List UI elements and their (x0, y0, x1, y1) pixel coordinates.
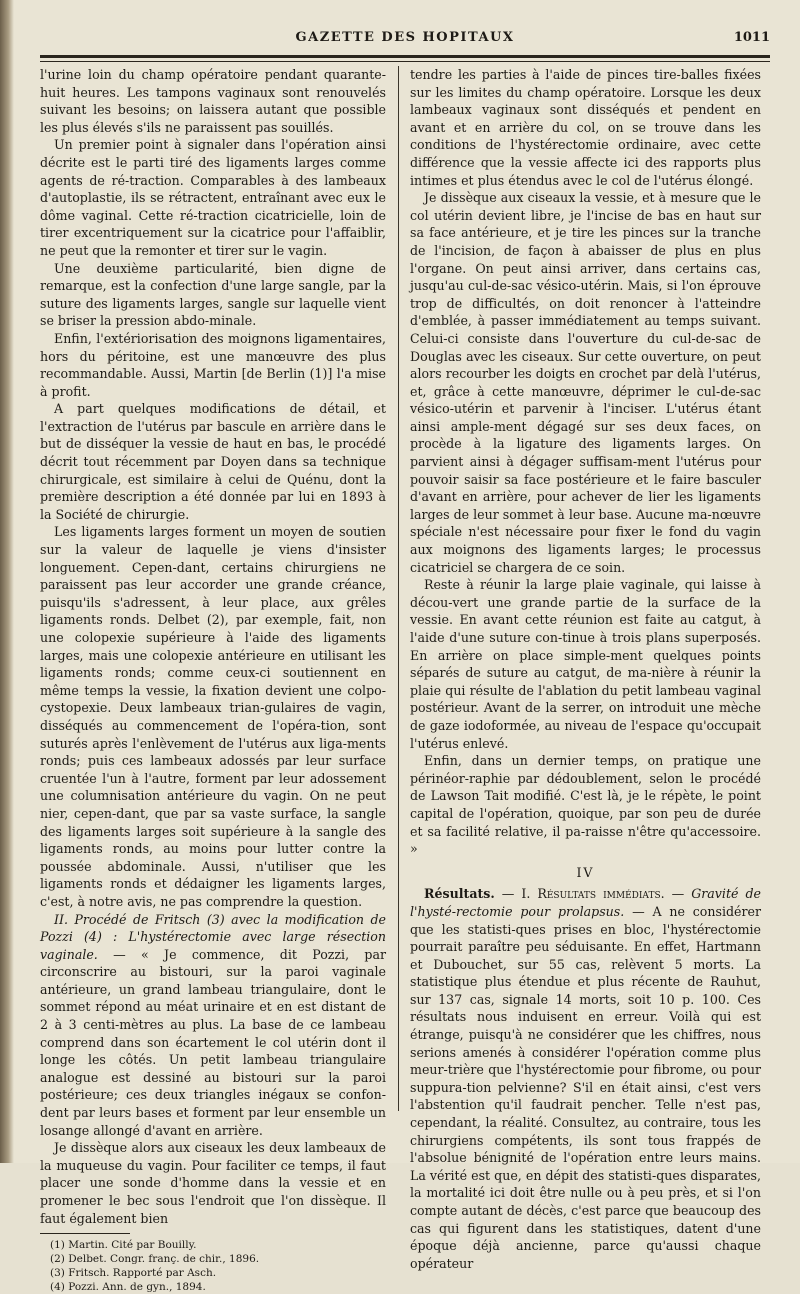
footnote: (1) Martin. Cité par Bouilly. (50, 1239, 197, 1252)
results-subheading: — I. Résultats immédiats. — (494, 886, 692, 902)
column-divider (398, 66, 399, 1111)
right-column (410, 66, 761, 1272)
paragraph: Enfin, dans un dernier temps, on pratique une périnéor-raphie par dédoublement, selon le procédé de Lawson Tait modifié. C'est là, je le répète, le point capital de l'opération, quoique, par son peu de durée et sa facilité relative, il pa-raisse n'être qu'accessoire. » (410, 753, 761, 857)
results-paragraph (410, 885, 761, 1272)
paragraph: tendre les parties à l'aide de pinces tire-balles fixées sur les limites du champ opératoire. Lorsque les deux lambeaux vaginaux sont disséqués et pendent en avant et en arrière du col, on se trouve dans les conditions de l'hystérectomie ordinaire, avec cette différence que la vessie affecte ici des rapports plus intimes et plus étendus avec le col de l'utérus élongé. (410, 67, 761, 188)
paragraph: l'urine loin du champ opératoire pendant quarante-huit heures. Les tampons vaginaux sont renouvelés suivant les besoins; on laissera autant que possible les plus élevés s'ils ne paraissent pas souillés. (40, 67, 386, 135)
footnote: (3) Fritsch. Rapporté par Asch. (50, 1267, 217, 1280)
header-rule-thin (40, 61, 770, 62)
journal-title: GAZETTE DES HOPITAUX (295, 30, 515, 45)
page-header (40, 30, 770, 50)
section-number: IV (576, 864, 595, 880)
page-number: 1011 (733, 30, 770, 45)
paragraph: Je dissèque alors aux ciseaux les deux lambeaux de la muqueuse du vagin. Pour faciliter ce temps, il faut placer une sonde d'homme dans la vessie et en promener le bec sous l'endroit que l'on dissèque. Il faut également bien (40, 1140, 386, 1226)
paragraph: Les ligaments larges forment un moyen de soutien sur la valeur de laquelle je viens d'insister longuement. Cepen-dant, certains chirurgiens ne paraissent pas leur accorder une grande créance, puisqu'ils s'adressent, à leur place, aux grêles ligaments ronds. Delbet (2), par exemple, fait, non une colopexie supérieure à l'aide des ligaments larges, mais une colopexie antérieure en utilisant les ligaments ronds; comme ceux-ci soutiennent en même temps la vessie, la fixation devient une colpo-cystopexie. Deux lambeaux trian-gulaires de vagin, disséqués au commencement de l'opéra-tion, sont suturés après l'enlèvement de l'utérus aux liga-ments ronds; puis ces lambeaux adossés par leur surface cruentée l'un à l'autre, forment par leur adossement une columnisation antérieure du vagin. On ne peut nier, cepen-dant, que par sa vaste surface, la sangle des ligaments larges soit supérieure à la sangle des ligaments ronds, au moins pour lutter contre la poussée abdominale. Aussi, n'utiliser que les ligaments ronds et dédaigner les ligaments larges, c'est, à notre avis, ne pas comprendre la question. (40, 524, 386, 909)
results-text: — A ne considérer que les statisti-ques prises en bloc, l'hystérectomie pourrait paraître peu séduisante. En effet, Hartmann et Dubouchet, sur 55 cas, relèvent 5 morts. La statistique plus étendue et plus récente de Rauhut, sur 137 cas, signale 14 morts, soit 10 p. 100. Ces résultats nous induisent en erreur. Voilà qui est étrange, puisqu'à ne considérer que les chiffres, nous serions amenés à considérer l'opération comme plus meur-trière que l'hystérectomie pour fibrome, ou pour suppura-tion pelvienne? S'il en était ainsi, c'est vers l'abstention qu'il faudrait pencher. Telle n'est pas, cependant, la réalité. Consultez, au contraire, tous les chirurgiens compétents, ils sont tous frappés de l'absolue bénignité de l'opération entre leurs mains. La vérité est que, en dépit des statisti-ques disparates, la mortalité ici doit être nulle ou à peu près, et si l'on compte autant de décès, c'est parce que beaucoup des cas qui figurent dans les statistiques, datent d'une époque déjà ancienne, parce qu'aussi chaque opérateur (410, 903, 761, 1271)
page-binding (0, 0, 14, 1163)
footnote: (4) Pozzi. Ann. de gyn., 1894. (50, 1281, 206, 1294)
footnotes (40, 1238, 386, 1294)
footnote: (2) Delbet. Congr. franç. de chir., 1896. (50, 1253, 260, 1266)
paragraph: Je dissèque aux ciseaux la vessie, et à mesure que le col utérin devient libre, je l'incise de bas en haut sur sa face antérieure, et je tire les pinces sur la tranche de l'incision, de façon à abaisser de plus en plus l'organe. On peut ainsi arriver, dans certains cas, jusqu'au cul-de-sac vésico-utérin. Mais, si l'on éprouve trop de difficultés, on doit renoncer à l'atteindre d'emblée, à passer immédiatement au temps suivant. Celui-ci consiste dans l'ouverture du cul-de-sac de Douglas avec les ciseaux. Sur cette ouverture, on peut alors recourber les doigts en crochet par delà l'utérus, et, grâce à cette manœuvre, déprimer le cul-de-sac vésico-utérin et parvenir à l'inciser. L'utérus étant ainsi ample-ment dégagé sur ses deux faces, on procède à la ligature des ligaments larges. On parvient ainsi à dégager suffisam-ment l'utérus pour pouvoir saisir sa face postérieure et le faire basculer d'avant en arrière, pour achever de lier les ligaments larges de leur sommet à leur base. Aucune ma-nœuvre spéciale n'est nécessaire pour fixer le fond du vagin aux moignons des ligaments larges; le processus cicatriciel se chargera de ce soin. (410, 190, 761, 575)
paragraph: A part quelques modifications de détail, et l'extraction de l'utérus par bascule en arrière dans le but de disséquer la vessie de haut en bas, le procédé décrit tout récemment par Doyen dans sa technique chirurgicale, est similaire à celui de Quénu, dont la première description a été donnée par lui en 1893 à la Société de chirurgie. (40, 401, 386, 522)
procedure-text: — « Je commence, dit Pozzi, par circonscrire au bistouri, sur la paroi vaginale antérieure, un grand lambeau triangulaire, dont le sommet répond au méat urinaire et en est distant de 2 à 3 centi-mètres au plus. La base de ce lambeau comprend dans son écartement le col utérin dont il longe les côtés. Un petit lambeau triangulaire analogue est dessiné au bistouri sur la paroi postérieure; ces deux triangles inégaux se confon-dent par leurs bases et forment par leur ensemble un losange allongé d'avant en arrière. (40, 946, 386, 1138)
procedure-paragraph (40, 911, 386, 1140)
results-subtitle: Gravité de l'hysté-rectomie pour prolapsus. (410, 886, 761, 919)
results-heading: Résultats. (424, 886, 495, 902)
header-rule-thick (40, 55, 770, 58)
paragraph: Un premier point à signaler dans l'opération ainsi décrite est le parti tiré des ligaments larges comme agents de ré-traction. Comparables à des lambeaux d'autoplastie, ils se rétractent, entraînant avec eux le dôme vaginal. Cette ré-traction cicatricielle, loin de tirer excentriquement sur la cicatrice pour l'affaiblir, ne peut que la remonter et tirer sur le vagin. (40, 137, 386, 258)
left-column (40, 66, 386, 1294)
footnote-rule (40, 1233, 130, 1234)
paragraph: Une deuxième particularité, bien digne de remarque, est la confection d'une large sangle, par la suture des ligaments larges, sangle sur laquelle vient se briser la pression abdo-minale. (40, 260, 386, 329)
paragraph: Enfin, l'extériorisation des moignons ligamentaires, hors du péritoine, est une manœuvre des plus recommandable. Aussi, Martin [de Berlin (1)] l'a mise à profit. (40, 330, 386, 399)
procedure-title: II. Procédé de Fritsch (3) avec la modification de Pozzi (4) : L'hystérectomie avec large résection vaginale. (40, 911, 386, 962)
paragraph: Reste à réunir la large plaie vaginale, qui laisse à décou-vert une grande partie de la surface de la vessie. En avant cette réunion est faite au catgut, à l'aide d'une suture con-tinue à trois plans superposés. En arrière on place simple-ment quelques points séparés de suture au catgut, de ma-nière à réunir la plaie qui résulte de l'ablation du petit lambeau vaginal postérieur. Avant de la serrer, on introduit une mèche de gaze iodoformée, au niveau de l'espace qu'occupait l'utérus enlevé. (410, 577, 761, 751)
